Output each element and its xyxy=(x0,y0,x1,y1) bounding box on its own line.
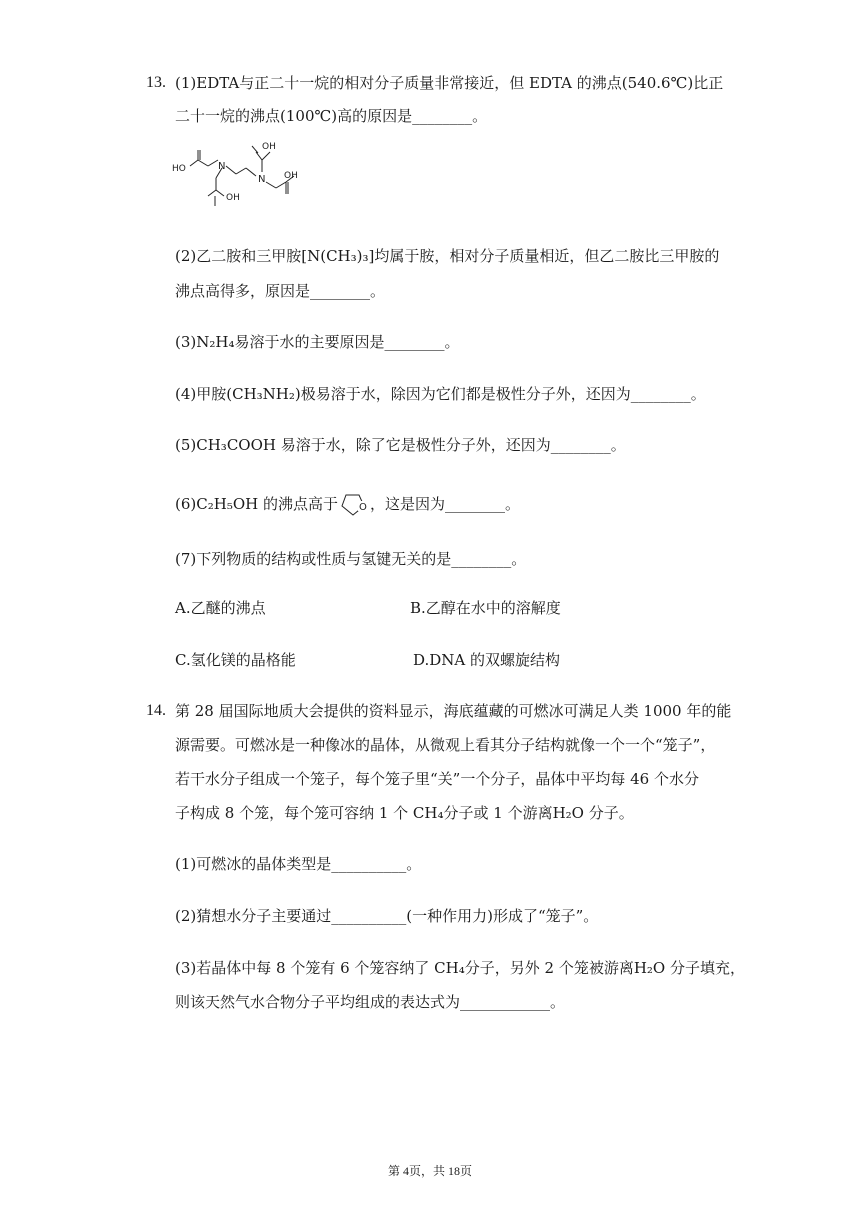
question-text: (3)N₂H₄易溶于水的主要原因是________。 xyxy=(175,333,460,351)
edta-n-label: N xyxy=(258,174,266,185)
question-number: 14. xyxy=(146,702,166,719)
question-text: (2)猜想水分子主要通过__________(一种作用力)形成了“笼子”。 xyxy=(175,907,599,925)
edta-oh-label: OH xyxy=(262,142,276,152)
option-d: D.DNA 的双螺旋结构 xyxy=(413,651,561,669)
option-b: B.乙醇在水中的溶解度 xyxy=(410,599,561,617)
ring-oxygen-label: O xyxy=(358,502,367,513)
question-text: 二十一烷的沸点(100℃)高的原因是________。 xyxy=(175,107,488,125)
thf-ring-icon xyxy=(339,491,369,519)
question-text: 子构成 8 个笼，每个笼可容纳 1 个 CH₄分子或 1 个游离H₂O 分子。 xyxy=(175,804,634,822)
question-text: (1)EDTA与正二十一烷的相对分子质量非常接近，但 EDTA 的沸点(540.6℃)比正 xyxy=(175,74,724,92)
question-number: 13. xyxy=(146,74,166,91)
edta-oh-label: OH xyxy=(226,193,240,203)
question-text: 源需要。可燃冰是一种像冰的晶体，从微观上看其分子结构就像一个一个“笼子”， xyxy=(175,736,716,754)
question-text: 第 28 届国际地质大会提供的资料显示，海底蕴藏的可燃冰可满足人类 1000 年的能 xyxy=(175,702,732,720)
question-text: (3)若晶体中每 8 个笼有 6 个笼容纳了 CH₄分子，另外 2 个笼被游离H₂O 分子填充， xyxy=(175,959,745,977)
question-text-part: ，这是因为________。 xyxy=(369,495,520,513)
option-c: C.氢化镁的晶格能 xyxy=(175,651,296,669)
edta-oh-label: OH xyxy=(284,171,298,181)
question-text: (2)乙二胺和三甲胺[N(CH₃)₃]均属于胺，相对分子质量相近，但乙二胺比三甲胺的 xyxy=(175,247,720,265)
question-text xyxy=(175,491,520,519)
page-footer: 第 4页，共 18页 xyxy=(387,1164,472,1178)
edta-structure-diagram xyxy=(172,138,312,218)
question-text: (7)下列物质的结构或性质与氢键无关的是________。 xyxy=(175,550,527,568)
edta-ho-label: HO xyxy=(172,164,186,174)
question-text: 若干水分子组成一个笼子，每个笼子里“关”一个分子，晶体中平均每 46 个水分 xyxy=(175,770,699,788)
question-text: (5)CH₃COOH 易溶于水，除了它是极性分子外，还因为________。 xyxy=(175,436,626,454)
question-text: (1)可燃冰的晶体类型是__________。 xyxy=(175,855,422,873)
edta-n-label: N xyxy=(218,161,226,172)
question-text: 沸点高得多，原因是________。 xyxy=(175,282,386,300)
question-text-part: (6)C₂H₅OH 的沸点高于 xyxy=(175,495,338,513)
question-text: (4)甲胺(CH₃NH₂)极易溶于水，除因为它们都是极性分子外，还因为________。 xyxy=(175,385,706,403)
question-text: 则该天然气水合物分子平均组成的表达式为____________。 xyxy=(175,993,566,1011)
option-a: A.乙醚的沸点 xyxy=(175,599,266,617)
